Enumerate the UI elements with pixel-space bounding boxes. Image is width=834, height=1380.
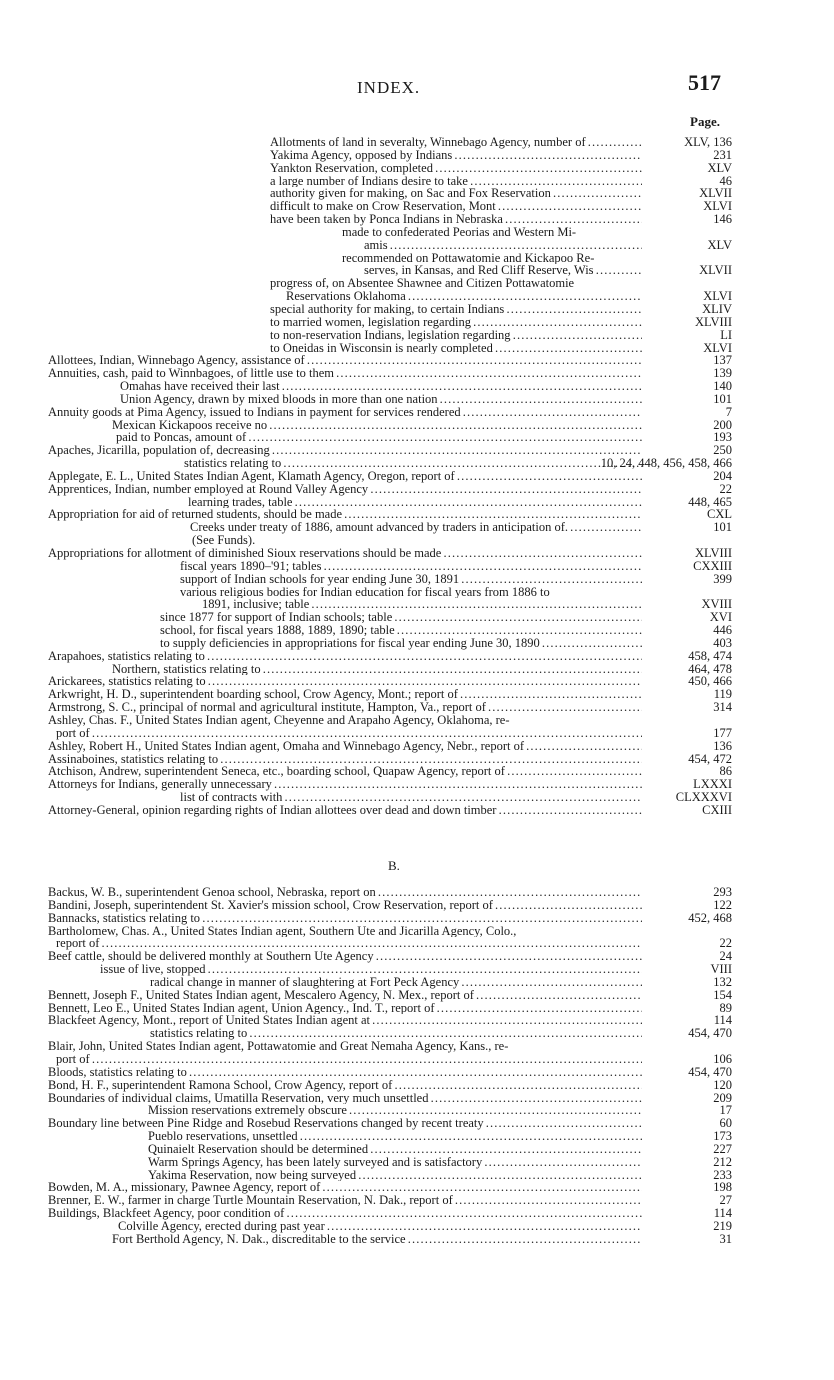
entry-page-ref: 114 <box>713 1013 732 1028</box>
index-entry <box>48 976 732 989</box>
entry-text: Attorneys for Indians, generally unnecessary . . . <box>48 778 642 791</box>
entry-text: Apprentices, Indian, number employed at Round Valley Agency . . . <box>48 483 642 496</box>
entry-text: Beef cattle, should be delivered monthly at Southern Ute Agency . . . <box>48 950 642 963</box>
index-entry <box>48 419 732 432</box>
entry-text: (See Funds). <box>192 534 256 547</box>
entry-page-ref: 177 <box>713 725 732 740</box>
index-entry <box>48 239 732 252</box>
entry-text: progress of, on Absentee Shawnee and Citizen Pottawatomie <box>270 277 575 291</box>
index-entry <box>48 1040 732 1053</box>
page-column-heading: Page. <box>690 114 720 129</box>
entry-text: Bartholomew, Chas. A., United States Indian agent, Southern Ute and Jicarilla Agency, Colo., <box>48 924 517 938</box>
entry-page-ref: 139 <box>713 366 732 381</box>
index-entry <box>48 778 732 791</box>
index-entry <box>48 912 732 925</box>
entry-page-ref: 454, 470 <box>688 1026 732 1041</box>
entry-page-ref: 233 <box>713 1167 732 1182</box>
index-entry <box>48 534 732 547</box>
entry-page-ref: 454, 472 <box>688 751 732 766</box>
index-entry <box>48 380 732 393</box>
entry-page-ref: 60 <box>719 1116 732 1131</box>
index-entry <box>48 586 732 599</box>
index-entry <box>48 200 732 213</box>
entry-page-ref: 314 <box>713 700 732 715</box>
entry-page-ref: 17 <box>719 1103 732 1118</box>
entry-text: Bandini, Joseph, superintendent St. Xavier's mission school, Crow Reservation, report of . . . <box>48 899 642 912</box>
entry-text: radical change in manner of slaughtering at Fort Peck Agency . . . <box>150 976 642 989</box>
entry-page-ref: 458, 474 <box>688 648 732 663</box>
entry-text: Fort Berthold Agency, N. Dak., discreditable to the service . . . <box>112 1233 642 1246</box>
entry-page-ref: 24 <box>719 949 732 964</box>
entry-page-ref: 132 <box>713 974 732 989</box>
entry-page-ref: LXXXI <box>693 777 732 792</box>
entry-page-ref: 106 <box>713 1051 732 1066</box>
index-entry <box>48 354 732 367</box>
entry-page-ref: XLVI <box>703 340 732 355</box>
index-entry <box>48 213 732 226</box>
entry-text: Yankton Reservation, completed . . . <box>270 162 642 175</box>
entry-page-ref: LI <box>720 327 732 342</box>
entry-text: Omahas have received their last . . . <box>120 380 642 393</box>
index-entry <box>48 1002 732 1015</box>
index-entry <box>48 899 732 912</box>
entry-text: Brenner, E. W., farmer in charge Turtle Mountain Reservation, N. Dak., report of . . . <box>48 1194 642 1207</box>
entry-page-ref: 154 <box>713 987 732 1002</box>
index-entry <box>48 1066 732 1079</box>
entry-page-ref: 193 <box>713 430 732 445</box>
entry-text: special authority for making, to certain Indians . . . <box>270 303 642 316</box>
entry-page-ref: 448, 465 <box>688 494 732 509</box>
entry-page-ref: 173 <box>713 1129 732 1144</box>
entry-text: since 1877 for support of Indian schools; table . . . <box>160 611 642 624</box>
entry-page-ref: XVI <box>709 610 732 625</box>
entry-text: Allotments of land in severalty, Winnebago Agency, number of . . . <box>270 136 642 149</box>
index-entry <box>48 1156 732 1169</box>
entry-text: Atchison, Andrew, superintendent Seneca, etc., boarding school, Quapaw Agency, report of . . . <box>48 765 642 778</box>
entry-page-ref: 250 <box>713 443 732 458</box>
entry-text: port of . . . <box>56 727 642 740</box>
entry-text: Assinaboines, statistics relating to . . . <box>48 753 642 766</box>
entry-text: Apaches, Jicarilla, population of, decreasing . . . <box>48 444 642 457</box>
index-entry <box>48 149 732 162</box>
index-entry <box>48 277 732 290</box>
entry-text: recommended on Pottawatomie and Kickapoo Re- <box>342 251 595 265</box>
index-entry <box>48 226 732 239</box>
index-section-b <box>48 886 732 1246</box>
entry-text: Northern, statistics relating to . . . <box>112 663 642 676</box>
entry-page-ref: XLVI <box>703 199 732 214</box>
entry-page-ref: 452, 468 <box>688 910 732 925</box>
index-entry <box>48 1207 732 1220</box>
index-entry <box>48 470 732 483</box>
entry-page-ref: XVIII <box>701 597 732 612</box>
index-entry <box>48 925 732 938</box>
entry-page-ref: 27 <box>719 1193 732 1208</box>
entry-page-ref: 140 <box>713 379 732 394</box>
index-entry <box>48 483 732 496</box>
index-entry <box>48 989 732 1002</box>
index-entry <box>48 573 732 586</box>
entry-text: support of Indian schools for year ending June 30, 1891 . . . <box>180 573 642 586</box>
index-entry <box>48 1117 732 1130</box>
entry-page-ref: 212 <box>713 1154 732 1169</box>
index-entry <box>48 804 732 817</box>
index-entry <box>48 1181 732 1194</box>
index-entry <box>48 393 732 406</box>
entry-text: Buildings, Blackfeet Agency, poor condition of . . . <box>48 1207 642 1220</box>
entry-page-ref: XLVII <box>699 263 732 278</box>
index-entry <box>48 765 732 778</box>
entry-text: statistics relating to . . . <box>150 1027 642 1040</box>
entry-text: Ashley, Chas. F., United States Indian agent, Cheyenne and Arapaho Agency, Oklahoma, re- <box>48 713 510 727</box>
entry-page-ref: VIII <box>710 962 732 977</box>
index-entry <box>48 611 732 624</box>
entry-page-ref: CXL <box>707 507 732 522</box>
entry-text: Annuities, cash, paid to Winnbagoes, of little use to them . . . <box>48 367 642 380</box>
index-entry <box>48 727 732 740</box>
index-entry <box>48 663 732 676</box>
entry-text: to married women, legislation regarding . . . <box>270 316 642 329</box>
entry-page-ref: CXIII <box>702 802 732 817</box>
entry-page-ref: 114 <box>713 1206 732 1221</box>
entry-page-ref: 101 <box>713 520 732 535</box>
index-entry <box>48 175 732 188</box>
entry-page-ref: 10, 24, 448, 456, 458, 466 <box>600 456 732 471</box>
entry-page-ref: 86 <box>719 764 732 779</box>
entry-text: Bond, H. F., superintendent Ramona School, Crow Agency, report of . . . <box>48 1079 642 1092</box>
entry-text: Yakima Agency, opposed by Indians . . . <box>270 149 642 162</box>
index-entry <box>48 508 732 521</box>
entry-text: to Oneidas in Wisconsin is nearly completed . . . <box>270 342 642 355</box>
entry-page-ref: 7 <box>725 404 732 419</box>
index-entry <box>48 1194 732 1207</box>
index-entry <box>48 303 732 316</box>
entry-page-ref: XLVII <box>699 186 732 201</box>
entry-text: authority given for making, on Sac and Fox Reservation . . . <box>270 187 642 200</box>
entry-page-ref: XLVIII <box>694 314 732 329</box>
entry-page-ref: 231 <box>713 147 732 162</box>
page-number: 517 <box>688 70 721 95</box>
entry-page-ref: 31 <box>719 1231 732 1246</box>
entry-text: fiscal years 1890–'91; tables . . . <box>180 560 642 573</box>
entry-text: Reservations Oklahoma . . . <box>286 290 642 303</box>
entry-text: serves, in Kansas, and Red Cliff Reserve, Wis . . . <box>364 264 642 277</box>
index-entry <box>48 1014 732 1027</box>
entry-page-ref: CXXIII <box>693 558 732 573</box>
index-entry <box>48 431 732 444</box>
section-letter-b: B. <box>388 858 400 873</box>
entry-page-ref: XLVI <box>703 289 732 304</box>
entry-text: Bloods, statistics relating to . . . <box>48 1066 642 1079</box>
entry-text: issue of live, stopped . . . <box>100 963 642 976</box>
entry-page-ref: 403 <box>713 635 732 650</box>
index-entry <box>48 701 732 714</box>
index-entry <box>48 1130 732 1143</box>
entry-text: port of . . . <box>56 1053 642 1066</box>
index-entry <box>48 252 732 265</box>
entry-text: Mexican Kickapoos receive no . . . <box>112 419 642 432</box>
index-entry <box>48 329 732 342</box>
entry-text: list of contracts with . . . <box>180 791 642 804</box>
index-entry <box>48 1233 732 1246</box>
entry-text: Boundaries of individual claims, Umatilla Reservation, very much unsettled . . . <box>48 1092 642 1105</box>
index-entry <box>48 598 732 611</box>
index-entry <box>48 521 732 534</box>
index-entry <box>48 406 732 419</box>
index-entry <box>48 886 732 899</box>
entry-text: Appropriations for allotment of diminished Sioux reservations should be made . . . <box>48 547 642 560</box>
index-entry <box>48 740 732 753</box>
entry-page-ref: XLV <box>707 160 732 175</box>
index-entry <box>48 1079 732 1092</box>
entry-text: Appropriation for aid of returned students, should be made . . . <box>48 508 642 521</box>
entry-text: statistics relating to . . . <box>184 457 642 470</box>
entry-text: Bennett, Leo E., United States Indian agent, Union Agency., Ind. T., report of . . . <box>48 1002 642 1015</box>
index-entry <box>48 675 732 688</box>
entry-text: made to confederated Peorias and Western Mi- <box>342 225 577 239</box>
entry-text: Blair, John, United States Indian agent, Pottawatomie and Great Nemaha Agency, Kans., re- <box>48 1040 509 1053</box>
index-entry <box>48 637 732 650</box>
entry-page-ref: 399 <box>713 571 732 586</box>
entry-text: Backus, W. B., superintendent Genoa school, Nebraska, report on . . . <box>48 886 642 899</box>
entry-page-ref: XLV, 136 <box>684 135 732 149</box>
index-entry <box>48 1027 732 1040</box>
entry-page-ref: 146 <box>713 212 732 227</box>
index-entry <box>48 937 732 950</box>
entry-text: Colville Agency, erected during past year . . . <box>118 1220 642 1233</box>
entry-page-ref: 119 <box>713 687 732 702</box>
entry-text: to non-reservation Indians, legislation regarding . . . <box>270 329 642 342</box>
entry-text: Armstrong, S. C., principal of normal and agricultural institute, Hampton, Va., report of . . . <box>48 701 642 714</box>
index-entry <box>48 950 732 963</box>
entry-page-ref: 446 <box>713 623 732 638</box>
entry-text: difficult to make on Crow Reservation, Mont . . . <box>270 200 642 213</box>
index-entry <box>48 963 732 976</box>
entry-text: various religious bodies for Indian education for fiscal years from 1886 to <box>180 585 550 599</box>
index-entry <box>48 264 732 277</box>
index-entry <box>48 624 732 637</box>
entry-text: Bennett, Joseph F., United States Indian agent, Mescalero Agency, N. Mex., report of . . . <box>48 989 642 1002</box>
entry-text: report of . . . <box>56 937 642 950</box>
entry-page-ref: 136 <box>713 738 732 753</box>
entry-text: Boundary line between Pine Ridge and Rosebud Reservations changed by recent treaty . . . <box>48 1117 642 1130</box>
entry-text: Ashley, Robert H., United States Indian agent, Omaha and Winnebago Agency, Nebr., report of . . . <box>48 740 642 753</box>
entry-text: Allottees, Indian, Winnebago Agency, assistance of . . . <box>48 354 642 367</box>
index-entry <box>48 560 732 573</box>
entry-page-ref: 204 <box>713 468 732 483</box>
entry-page-ref: 450, 466 <box>688 674 732 689</box>
index-entry <box>48 1169 732 1182</box>
entry-page-ref: 198 <box>713 1180 732 1195</box>
index-entry <box>48 136 732 149</box>
entry-page-ref: 227 <box>713 1141 732 1156</box>
entry-page-ref: XLV <box>707 237 732 252</box>
index-entry <box>48 187 732 200</box>
entry-text: Blackfeet Agency, Mont., report of United States Indian agent at . . . <box>48 1014 642 1027</box>
entry-text: school, for fiscal years 1888, 1889, 1890; table . . . <box>160 624 642 637</box>
index-entry <box>48 547 732 560</box>
page-title: INDEX. <box>357 78 421 97</box>
entry-page-ref: 200 <box>713 417 732 432</box>
entry-page-ref: 209 <box>713 1090 732 1105</box>
entry-text: 1891, inclusive; table . . . <box>202 598 642 611</box>
entry-text: Creeks under treaty of 1886, amount advanced by traders in anticipation of. . . . <box>190 521 642 534</box>
entry-text: Union Agency, drawn by mixed bloods in more than one nation . . . <box>120 393 642 406</box>
entry-text: Arapahoes, statistics relating to . . . <box>48 650 642 663</box>
entry-page-ref: 89 <box>719 1000 732 1015</box>
entry-page-ref: 122 <box>713 897 732 912</box>
index-entry <box>48 753 732 766</box>
entry-page-ref: XLVIII <box>694 546 732 560</box>
index-entry <box>48 316 732 329</box>
entry-text: to supply deficiencies in appropriations for fiscal year ending June 30, 1890 . . . <box>160 637 642 650</box>
index-entry <box>48 1143 732 1156</box>
entry-page-ref: 293 <box>713 885 732 899</box>
entry-text: Pueblo reservations, unsettled . . . <box>148 1130 642 1143</box>
entry-text: learning trades, table . . . <box>188 496 642 509</box>
entry-text: Bannacks, statistics relating to . . . <box>48 912 642 925</box>
entry-page-ref: 101 <box>713 391 732 406</box>
index-entry <box>48 650 732 663</box>
index-entry <box>48 791 732 804</box>
entry-page-ref: 464, 478 <box>688 661 732 676</box>
entry-text: paid to Poncas, amount of . . . <box>116 431 642 444</box>
index-entry <box>48 367 732 380</box>
index-entry <box>48 496 732 509</box>
entry-page-ref: 219 <box>713 1218 732 1233</box>
entry-text: Arickarees, statistics relating to . . . <box>48 675 642 688</box>
entry-page-ref: XLIV <box>702 301 732 316</box>
index-entry <box>48 1220 732 1233</box>
index-entry <box>48 342 732 355</box>
index-entry <box>48 1092 732 1105</box>
entry-text: Warm Springs Agency, has been lately surveyed and is satisfactory . . . <box>148 1156 642 1169</box>
entry-page-ref: CLXXXVI <box>675 790 732 805</box>
entry-text: Quinaielt Reservation should be determined . . . <box>148 1143 642 1156</box>
entry-page-ref: 454, 470 <box>688 1064 732 1079</box>
index-entry <box>48 162 732 175</box>
entry-text: Applegate, E. L., United States Indian Agent, Klamath Agency, Oregon, report of . . . <box>48 470 642 483</box>
index-entry <box>48 714 732 727</box>
entry-text: amis . . . <box>364 239 642 252</box>
entry-text: Attorney-General, opinion regarding rights of Indian allottees over dead and down timber . . . <box>48 804 642 817</box>
entry-page-ref: 137 <box>713 353 732 368</box>
index-entry <box>48 1053 732 1066</box>
entry-page-ref: 46 <box>719 173 732 188</box>
index-section-a <box>48 136 732 817</box>
index-entry <box>48 290 732 303</box>
index-entry <box>48 688 732 701</box>
entry-text: Mission reservations extremely obscure . . . <box>148 1104 642 1117</box>
entry-text: have been taken by Ponca Indians in Nebraska . . . <box>270 213 642 226</box>
index-entry <box>48 1104 732 1117</box>
entry-text: a large number of Indians desire to take . . . <box>270 175 642 188</box>
entry-text: Arkwright, H. D., superintendent boarding school, Crow Agency, Mont.; report of . . . <box>48 688 642 701</box>
entry-text: Yakima Reservation, now being surveyed . . . <box>148 1169 642 1182</box>
index-entry <box>48 457 732 470</box>
entry-page-ref: 120 <box>713 1077 732 1092</box>
entry-text: Bowden, M. A., missionary, Pawnee Agency, report of . . . <box>48 1181 642 1194</box>
entry-page-ref: 22 <box>719 481 732 496</box>
entry-page-ref: 22 <box>719 936 732 951</box>
entry-text: Annuity goods at Pima Agency, issued to Indians in payment for services rendered . . . <box>48 406 642 419</box>
